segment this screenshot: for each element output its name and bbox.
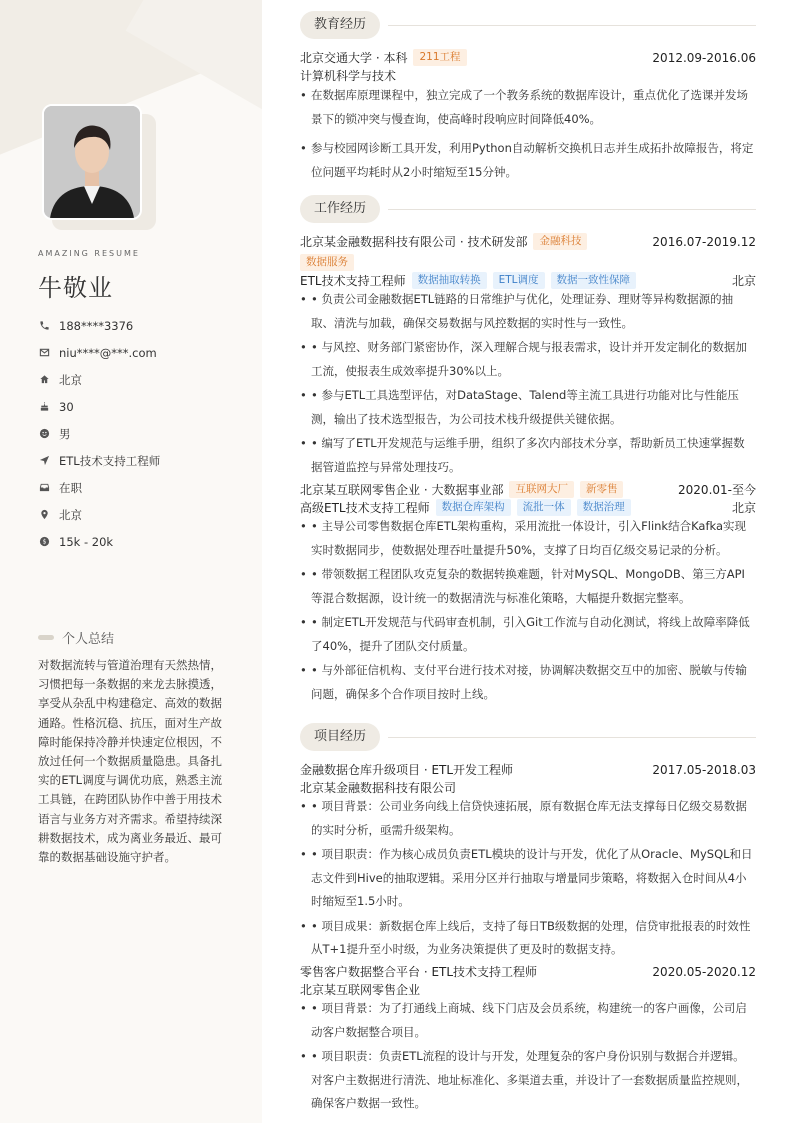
list-item: • 参与校园网诊断工具开发，利用Python自动解析交换机日志并生成拓扑故障报告，将定位问题平均耗时从2小时缩短至15分钟。: [300, 137, 756, 184]
info-gender-text: 男: [59, 426, 71, 441]
list-item: • 在数据库原理课程中，独立完成了一个教务系统的数据库设计，重点优化了选课并发场景下的锁冲突与慢查询，使高峰时段响应时间降低40%。: [300, 84, 756, 131]
candidate-name: 牛敬业: [38, 274, 113, 302]
work-1-date: 2016.07-2019.12: [652, 234, 756, 249]
list-item: • • 项目职责：作为核心成员负责ETL模块的设计与开发，优化了从Oracle、MySQL和日志文件到Hive的抽取逻辑。采用分区并行抽取与增量同步策略，将数据入仓时间从4小时缩短至1.5小时。: [300, 843, 756, 914]
divider: [388, 737, 756, 738]
info-position: [38, 447, 248, 474]
person-portrait-icon: [44, 106, 140, 218]
work-1-skill-tag: 数据一致性保障: [551, 272, 637, 289]
info-phone-text: 188****3376: [59, 318, 134, 333]
work-1-title: ETL技术支持工程师: [300, 274, 406, 288]
info-location-text: 北京: [59, 507, 82, 522]
work-1-skill-tag: ETL调度: [493, 272, 545, 289]
education-date: 2012.09-2016.06: [652, 50, 756, 65]
list-item: • • 与外部征信机构、支付平台进行技术对接，协调解决数据交互中的加密、脱敏与传输问题，确保多个合作项目按时上线。: [300, 659, 756, 706]
list-item: • • 制定ETL开发规范与代码审查机制，引入Git工作流与自动化测试，将线上故障率降低了40%，提升了团队交付质量。: [300, 611, 756, 658]
profile-photo: [42, 104, 142, 220]
project-1-title: 金融数据仓库升级项目 · ETL开发工程师: [300, 763, 514, 777]
summary-text: 对数据流转与管道治理有天然热情，习惯把每一条数据的来龙去脉摸透，享受从杂乱中构建稳定、高效的数据通路。性格沉稳、抗压，面对生产故障时能保持冷静并快速定位根因，不放过任何一个数据质量隐患。具备扎实的ETL调度与调优功底，熟悉主流工具链，在跨团队协作中善于用技术语言与业务方对齐需求。希望持续深耕数据技术，成为离业务最近、最可靠的数据基础设施守护者。: [38, 658, 222, 865]
mail-icon: [38, 347, 50, 359]
work-2-skill-tag: 数据仓库架构: [436, 499, 511, 516]
salary-icon: [38, 536, 50, 548]
info-status: [38, 474, 248, 501]
project-1-bullets: [300, 795, 756, 962]
info-email: [38, 339, 248, 366]
sidebar: [0, 0, 262, 1123]
list-item: • • 项目背景：为了打通线上商城、线下门店及会员系统，构建统一的客户画像，公司启动客户数据整合项目。: [300, 997, 756, 1044]
inbox-icon: [38, 482, 50, 494]
list-item: • • 项目背景：公司业务向线上信贷快速拓展，原有数据仓库无法支撑每日亿级交易数据的实时分析，亟需升级架构。: [300, 795, 756, 842]
info-salary-text: 15k - 20k: [59, 534, 114, 549]
info-status-text: 在职: [59, 480, 82, 495]
location-pin-icon: [38, 509, 50, 521]
work-2-skill-tag: 数据治理: [577, 499, 631, 516]
work-section-title: 工作经历: [300, 195, 380, 223]
list-item: • • 编写了ETL开发规范与运维手册，组织了多次内部技术分享，帮助新员工快速掌握数据管道监控与异常处理技巧。: [300, 432, 756, 479]
contact-info-list: [38, 312, 248, 555]
work-1-tag-row: [300, 254, 756, 271]
info-gender: [38, 420, 248, 447]
education-header-row: [300, 49, 756, 66]
work-2-date: 2020.01-至今: [678, 483, 756, 497]
summary-title-text: 个人总结: [62, 632, 115, 647]
list-item: • • 带领数据工程团队攻克复杂的数据转换难题，针对MySQL、MongoDB、第三方API等混合数据源，设计统一的数据清洗与标准化策略，大幅提升数据完整率。: [300, 563, 756, 610]
project-2-company-row: [300, 981, 756, 998]
list-item: • • 参与ETL工具选型评估，对DataStage、Talend等主流工具进行功能对比与性能压测，输出了技术选型报告，为公司技术栈升级提供关键依据。: [300, 384, 756, 431]
education-section-header: [300, 11, 756, 41]
work-2-industry-tag: 互联网大厂: [509, 481, 574, 498]
project-section-title: 项目经历: [300, 723, 380, 751]
info-phone: [38, 312, 248, 339]
project-2-date: 2020.05-2020.12: [652, 964, 756, 979]
work-section-header: [300, 195, 756, 225]
summary-heading: [38, 628, 114, 647]
work-1-header-row: [300, 233, 756, 250]
heading-bar-decoration: [38, 635, 54, 640]
project-1-company-row: [300, 779, 756, 796]
info-location: [38, 501, 248, 528]
education-bullets: [300, 84, 756, 184]
project-section-header: [300, 723, 756, 753]
education-section-title: 教育经历: [300, 11, 380, 39]
work-1-industry-tag: 金融科技: [533, 233, 587, 250]
info-age: [38, 393, 248, 420]
resume-eyebrow: AMAZING RESUME: [38, 249, 140, 258]
project-1-date: 2017.05-2018.03: [652, 762, 756, 777]
work-1-title-row: [300, 272, 756, 289]
info-city: [38, 366, 248, 393]
divider: [388, 209, 756, 210]
cake-icon: [38, 401, 50, 413]
avatar: [42, 104, 142, 220]
school-tag: 211工程: [413, 49, 466, 66]
home-icon: [38, 374, 50, 386]
info-age-text: 30: [59, 399, 74, 414]
work-2-header-row: [300, 481, 756, 498]
info-position-text: ETL技术支持工程师: [59, 453, 161, 468]
project-2-company: 北京某互联网零售企业: [300, 983, 421, 997]
work-1-bullets: [300, 288, 756, 479]
info-salary: [38, 528, 248, 555]
divider: [388, 25, 756, 26]
work-2-skill-tag: 流批一体: [517, 499, 571, 516]
send-icon: [38, 455, 50, 467]
info-email-text: niu****@***.com: [59, 345, 157, 360]
list-item: • • 负责公司金融数据ETL链路的日常维护与优化，处理证券、理财等异构数据源的抽取、清洗与加载，确保交易数据与风控数据的实时性与一致性。: [300, 288, 756, 335]
list-item: • • 主导公司零售数据仓库ETL架构重构，采用流批一体设计，引入Flink结合Kafka实现实时数据同步，使数据处理吞吐量提升50%，支撑了日均百亿级交易记录的分析。: [300, 515, 756, 562]
list-item: • • 项目成果：新数据仓库上线后，支持了每日TB级数据的处理，信贷审批报表的时效性从T+1提升至小时级，为业务决策提供了更及时的数据支持。: [300, 915, 756, 962]
school-name: 北京交通大学 · 本科: [300, 51, 408, 65]
face-icon: [38, 428, 50, 440]
work-2-title-row: [300, 499, 756, 516]
project-2-header-row: [300, 963, 756, 980]
work-2-title: 高级ETL技术支持工程师: [300, 501, 430, 515]
work-1-city: 北京: [731, 274, 756, 288]
major-name: 计算机科学与技术: [300, 69, 397, 83]
project-2-bullets: [300, 997, 756, 1116]
work-2-bullets: [300, 515, 756, 706]
project-2-title: 零售客户数据整合平台 · ETL技术支持工程师: [300, 965, 538, 979]
work-2-city: 北京: [731, 501, 756, 515]
education-major-row: [300, 67, 756, 84]
work-1-company: 北京某金融数据科技有限公司 · 技术研发部: [300, 235, 528, 249]
svg-text:$: $: [42, 538, 46, 546]
work-2-industry-tag: 新零售: [580, 481, 624, 498]
work-1-industry-tag: 数据服务: [300, 254, 354, 271]
phone-icon: [38, 320, 50, 332]
list-item: • • 与风控、财务部门紧密协作，深入理解合规与报表需求，设计并开发定制化的数据加工流，使报表生成效率提升30%以上。: [300, 336, 756, 383]
list-item: • • 项目职责：负责ETL流程的设计与开发，处理复杂的客户身份识别与数据合并逻辑。对客户主数据进行清洗、地址标准化、多渠道去重，并设计了一套数据质量监控规则，确保客户数据一致性。: [300, 1045, 756, 1116]
project-1-company: 北京某金融数据科技有限公司: [300, 781, 457, 795]
work-1-skill-tag: 数据抽取转换: [412, 272, 487, 289]
work-2-company: 北京某互联网零售企业 · 大数据事业部: [300, 483, 504, 497]
project-1-header-row: [300, 761, 756, 778]
info-city-text: 北京: [59, 372, 82, 387]
